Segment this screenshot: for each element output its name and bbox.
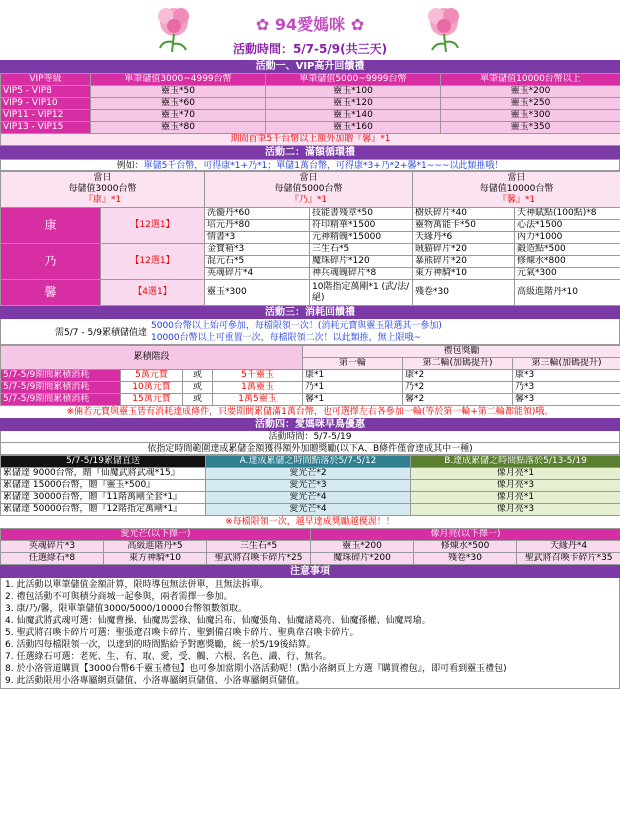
table-cell: 靈玉*350: [441, 122, 620, 134]
choice-item: 魔珠碎片*200: [311, 553, 414, 565]
table-header-row: [1, 456, 620, 468]
reward-item: 天緣丹*6: [413, 232, 515, 244]
choice-item: 修煉水*500: [414, 541, 517, 553]
early-bird-table: [0, 455, 620, 516]
footnote: [1, 134, 620, 146]
vip-level-cell: VIP9 - VIP10: [1, 98, 91, 110]
reward-header: 禮包獎勵: [303, 346, 620, 358]
round-reward: 乃*2: [403, 382, 513, 394]
reward-item: 神兵魂魄碎片*8: [310, 268, 413, 280]
note-item: 7. 任選綠石可選：老死、生、有、取、愛、受、觸、六根、名色、識、行、無名。: [5, 652, 332, 662]
footnote-text: 期間首筆5千台幣以上額外加贈: [230, 134, 354, 144]
vip-reward-table: [0, 73, 620, 146]
table-row: [1, 370, 620, 382]
group-row: [1, 208, 620, 220]
reward-item: 天神賦點(100點)*8: [515, 208, 620, 220]
round-reward: 乃*1: [303, 382, 403, 394]
table-row: [1, 86, 620, 98]
reward-item: 靈玉*300: [205, 280, 310, 306]
tier-header-row: [1, 172, 620, 208]
table-row: [1, 553, 620, 565]
table-row: [1, 122, 620, 134]
stage-label: 5/7-5/9期間累積消耗: [1, 370, 121, 382]
table-cell: 靈玉*70: [91, 110, 266, 122]
table-header-row: [1, 74, 620, 86]
footnote-count: *1: [380, 134, 391, 144]
reward-item: 修煉水*800: [515, 256, 620, 268]
reward-item: 魔珠碎片*120: [310, 256, 413, 268]
consume-reward-table: [0, 345, 620, 406]
table-row: [1, 394, 620, 406]
column-header: 5/7-5/19累儲直送: [1, 456, 206, 468]
table-cell: 靈玉*200: [441, 86, 620, 98]
choice-reward-table: [0, 528, 620, 565]
reward-item: 金寶箱*3: [205, 244, 310, 256]
round-reward: 乃*3: [513, 382, 620, 394]
vip-level-cell: VIP13 - VIP15: [1, 122, 91, 134]
event-period: 活動時間：5/7-5/9(共三天): [232, 42, 388, 56]
group-row: [1, 280, 620, 306]
accumulate-tier: 累儲達 50000台幣，贈『12階指定萬剛*1』: [1, 504, 206, 516]
activity-2-example: [0, 159, 620, 171]
group-name: 乃: [1, 244, 101, 280]
choice-item: 聖武將召喚卡碎片*25: [207, 553, 311, 565]
table-row: [1, 480, 620, 492]
cycle-reward-table: [0, 171, 620, 306]
reward-item: 樹妖碎片*40: [413, 208, 515, 220]
option-a-reward: 愛光芒*3: [206, 480, 411, 492]
column-header: A.達成累儲之時間點落於5/7-5/12: [206, 456, 411, 468]
table-cell: 靈玉*120: [266, 98, 441, 110]
tier-reward: 『馨』*1: [497, 195, 536, 205]
reward-item: 技能書殘章*50: [310, 208, 413, 220]
choice-item: 殘卷*30: [414, 553, 517, 565]
intro-line: 10000台幣以上可重置一次，每檔限領二次！以此類推，無上限哦~: [151, 332, 422, 343]
option-b-reward: 像月亮*3: [411, 480, 620, 492]
option-b-reward: 像月亮*3: [411, 504, 620, 516]
option-b-reward: 像月亮*1: [411, 468, 620, 480]
reward-item: 高級進階丹*10: [515, 280, 620, 306]
reward-item: 符印精華*1500: [310, 220, 413, 232]
or-label: 或: [183, 370, 213, 382]
intro-conditions: [151, 320, 442, 344]
activity-4-period: 活動時間：5/7-5/19: [0, 431, 620, 443]
round-reward: 康*2: [403, 370, 513, 382]
note-item: 6. 活動四每檔限領一次，以達到的時間點給予對應獎勵，統一於5/19後結算。: [5, 640, 316, 650]
group-choice: 【12選1】: [101, 208, 205, 244]
round-header: 第一輪: [303, 358, 403, 370]
table-cell: 靈玉*80: [91, 122, 266, 134]
vip-level-cell: VIP11 - VIP12: [1, 110, 91, 122]
page-header: [0, 0, 620, 60]
tier-header: [413, 172, 620, 208]
round-header: 第三輪(加碼提升): [513, 358, 620, 370]
tier-amount: 每儲值3000台幣: [68, 184, 137, 194]
note-item: 8. 於小洛管道購買【3000台幣6千靈玉禮包】也可參加當期小洛活動呢！(點小洛網頁上方選『購買禮包』，即可看到靈玉禮包): [5, 664, 507, 674]
tier-header: [1, 172, 205, 208]
column-header: 單筆儲值5000~9999台幣: [266, 74, 441, 86]
table-row: [1, 110, 620, 122]
footnote-item: 『馨』: [353, 134, 381, 144]
reward-item: 暴熊碎片*20: [413, 256, 515, 268]
choice-item: 三生石*5: [207, 541, 311, 553]
table-cell: 靈玉*100: [266, 86, 441, 98]
option-a-reward: 愛光芒*4: [206, 492, 411, 504]
note-item: 5. 聖武將召喚卡碎片可選：聖張遼召喚卡碎片、聖劉備召喚卡碎片、聖典韋召喚卡碎片。: [5, 628, 359, 638]
example-text: 單儲5千台幣，可得康*1+乃*1；單儲1萬台幣，可得康*3+乃*2+馨*1~~~以此類推哦！: [143, 161, 504, 171]
reward-item: 培元丹*80: [205, 220, 310, 232]
round-reward: 康*1: [303, 370, 403, 382]
choice-item: 英魂碎片*3: [1, 541, 104, 553]
note-item: 9. 此活動限用小洛專屬網頁儲值、小洛專屬網頁儲值、小洛專屬網頁儲值。: [5, 676, 305, 686]
group-name: 康: [1, 208, 101, 244]
intro-label: 需5/7 - 5/9累積儲值達: [55, 328, 147, 338]
option-a-reward: 愛光芒*4: [206, 504, 411, 516]
reward-item: 三生石*5: [310, 244, 413, 256]
jade-amount: 5千靈玉: [213, 370, 303, 382]
accumulate-tier: 累儲達 9000台幣，贈『仙魔武將武魂*15』: [1, 468, 206, 480]
activity-1-title: 活動一、VIP高升回饋禮: [0, 60, 620, 73]
round-reward: 馨*3: [513, 394, 620, 406]
note-item: 4. 仙魔武將武魂可選：仙魔曹操、仙魔馬雲祿、仙魔呂布、仙魔張角、仙魔諸葛亮、仙魔孫權、仙魔周瑜。: [5, 616, 431, 626]
stage-label: 5/7-5/9期間累積消耗: [1, 382, 121, 394]
table-row: [1, 98, 620, 110]
activity-2-title: 活動二：滿額循環禮: [0, 146, 620, 159]
group-name: 馨: [1, 280, 101, 306]
table-header-row: [1, 529, 620, 541]
tier-day: 當日: [299, 173, 318, 183]
accumulate-tier: 累儲達 30000台幣，贈『11階萬剛全套*1』: [1, 492, 206, 504]
reward-item: 洗髓丹*60: [205, 208, 310, 220]
reward-item: 元神精魄*15000: [310, 232, 413, 244]
reward-item: 英魂碎片*4: [205, 268, 310, 280]
tier-header: [205, 172, 413, 208]
round-reward: 康*3: [513, 370, 620, 382]
round-reward: 馨*1: [303, 394, 403, 406]
yuanbao-amount: 10萬元寶: [121, 382, 183, 394]
reward-item: 殘卷*30: [413, 280, 515, 306]
tier-day: 當日: [507, 173, 526, 183]
choice-item: 聖武將召喚卡碎片*35: [517, 553, 620, 565]
table-header-row: [1, 346, 620, 358]
page-title: ✿ 94愛媽咪 ✿: [255, 15, 365, 34]
tier-day: 當日: [93, 173, 112, 183]
notes-list: [0, 578, 620, 689]
round-header: 第二輪(加碼提升): [403, 358, 513, 370]
reward-item: 心法*1500: [515, 220, 620, 232]
example-label: 例如：: [116, 161, 144, 171]
table-cell: 靈玉*160: [266, 122, 441, 134]
reward-item: 10階指定萬剛*1 (武/法/絕): [310, 280, 413, 306]
jade-amount: 1萬5靈玉: [213, 394, 303, 406]
yuanbao-amount: 5萬元寶: [121, 370, 183, 382]
activity-3-intro: [0, 319, 620, 345]
table-row: [1, 541, 620, 553]
note-item: 3. 康/乃/馨，限單筆儲值3000/5000/10000台幣領數領取。: [5, 604, 248, 614]
group-choice: 【12選1】: [101, 244, 205, 280]
group-choice: 【4選1】: [101, 280, 205, 306]
reward-item: 元氣*300: [515, 268, 620, 280]
activity-4-title: 活動四：愛媽咪早鳥優惠: [0, 418, 620, 431]
yuanbao-amount: 15萬元寶: [121, 394, 183, 406]
or-label: 或: [183, 382, 213, 394]
tier-amount: 每儲值5000台幣: [274, 184, 343, 194]
table-row: [1, 504, 620, 516]
option-b-reward: 像月亮*1: [411, 492, 620, 504]
table-cell: 靈玉*250: [441, 98, 620, 110]
table-row: [1, 468, 620, 480]
table-cell: 靈玉*50: [91, 86, 266, 98]
accumulate-tier: 累儲達 15000台幣，贈『靈玉*500』: [1, 480, 206, 492]
group-row: [1, 244, 620, 256]
moon-header: 像月亮(以下擇一): [311, 529, 620, 541]
reward-item: 東方神騎*10: [413, 268, 515, 280]
love-light-header: 愛光芒(以下擇一): [1, 529, 311, 541]
reward-item: 鍛造點*500: [515, 244, 620, 256]
column-header: VIP等級: [1, 74, 91, 86]
choice-item: 高級進階丹*5: [104, 541, 207, 553]
reward-item: 內力*1000: [515, 232, 620, 244]
reward-item: 情書*3: [205, 232, 310, 244]
table-cell: 靈玉*140: [266, 110, 441, 122]
stage-header: 累積階段: [1, 346, 303, 370]
choice-item: 任選綠石*8: [1, 553, 104, 565]
reward-item: 靈物萬能卡*50: [413, 220, 515, 232]
round-reward: 馨*2: [403, 394, 513, 406]
choice-item: 天緣丹*4: [517, 541, 620, 553]
stage-label: 5/7-5/9期間累積消耗: [1, 394, 121, 406]
choice-item: 靈玉*200: [311, 541, 414, 553]
reward-item: 賊猫碎片*20: [413, 244, 515, 256]
intro-line: 5000台幣以上始可參加，每檔限領一次！(消耗元寶與靈玉限選其一參加): [151, 320, 442, 331]
or-label: 或: [183, 394, 213, 406]
footnote-row: [1, 134, 620, 146]
tier-amount: 每儲值10000台幣: [479, 184, 554, 194]
choice-item: 東方神騎*10: [104, 553, 207, 565]
table-row: [1, 382, 620, 394]
notes-title: 注意事項: [0, 565, 620, 578]
tier-reward: 『乃』*1: [289, 195, 328, 205]
vip-level-cell: VIP5 - VIP8: [1, 86, 91, 98]
table-cell: 靈玉*300: [441, 110, 620, 122]
table-row: [1, 492, 620, 504]
table-cell: 靈玉*60: [91, 98, 266, 110]
tier-reward: 『康』*1: [83, 195, 122, 205]
reward-item: 混元石*5: [205, 256, 310, 268]
activity-3-title: 活動三：消耗回饋禮: [0, 306, 620, 319]
column-header: B.達成累儲之時間點落於5/13-5/19: [411, 456, 620, 468]
activity-4-warning: ※每檔限領一次，越早達成獎勵越優渥！！: [225, 517, 395, 527]
activity-3-footnote: ※倆若元寶與靈玉皆有消耗達成條件，只要期間累儲滿1萬台幣，也可選擇左右各參加一輪(等於第一輪+第二輪都能領)哦。: [66, 407, 554, 417]
note-item: 1. 此活動以單筆儲值金額計算，限時導包無法併單，且無法拆單。: [5, 580, 269, 590]
jade-amount: 1萬靈玉: [213, 382, 303, 394]
note-item: 2. 禮包活動不可與積分商城一起參與，兩者需擇一參加。: [5, 592, 233, 602]
activity-4-desc: 依指定時間範圍達成累儲金額獲得額外加贈獎勵(以下A、B條件僅會達成其中一種): [0, 443, 620, 455]
column-header: 單筆儲值10000台幣以上: [441, 74, 620, 86]
option-a-reward: 愛光芒*2: [206, 468, 411, 480]
column-header: 單筆儲值3000~4999台幣: [91, 74, 266, 86]
